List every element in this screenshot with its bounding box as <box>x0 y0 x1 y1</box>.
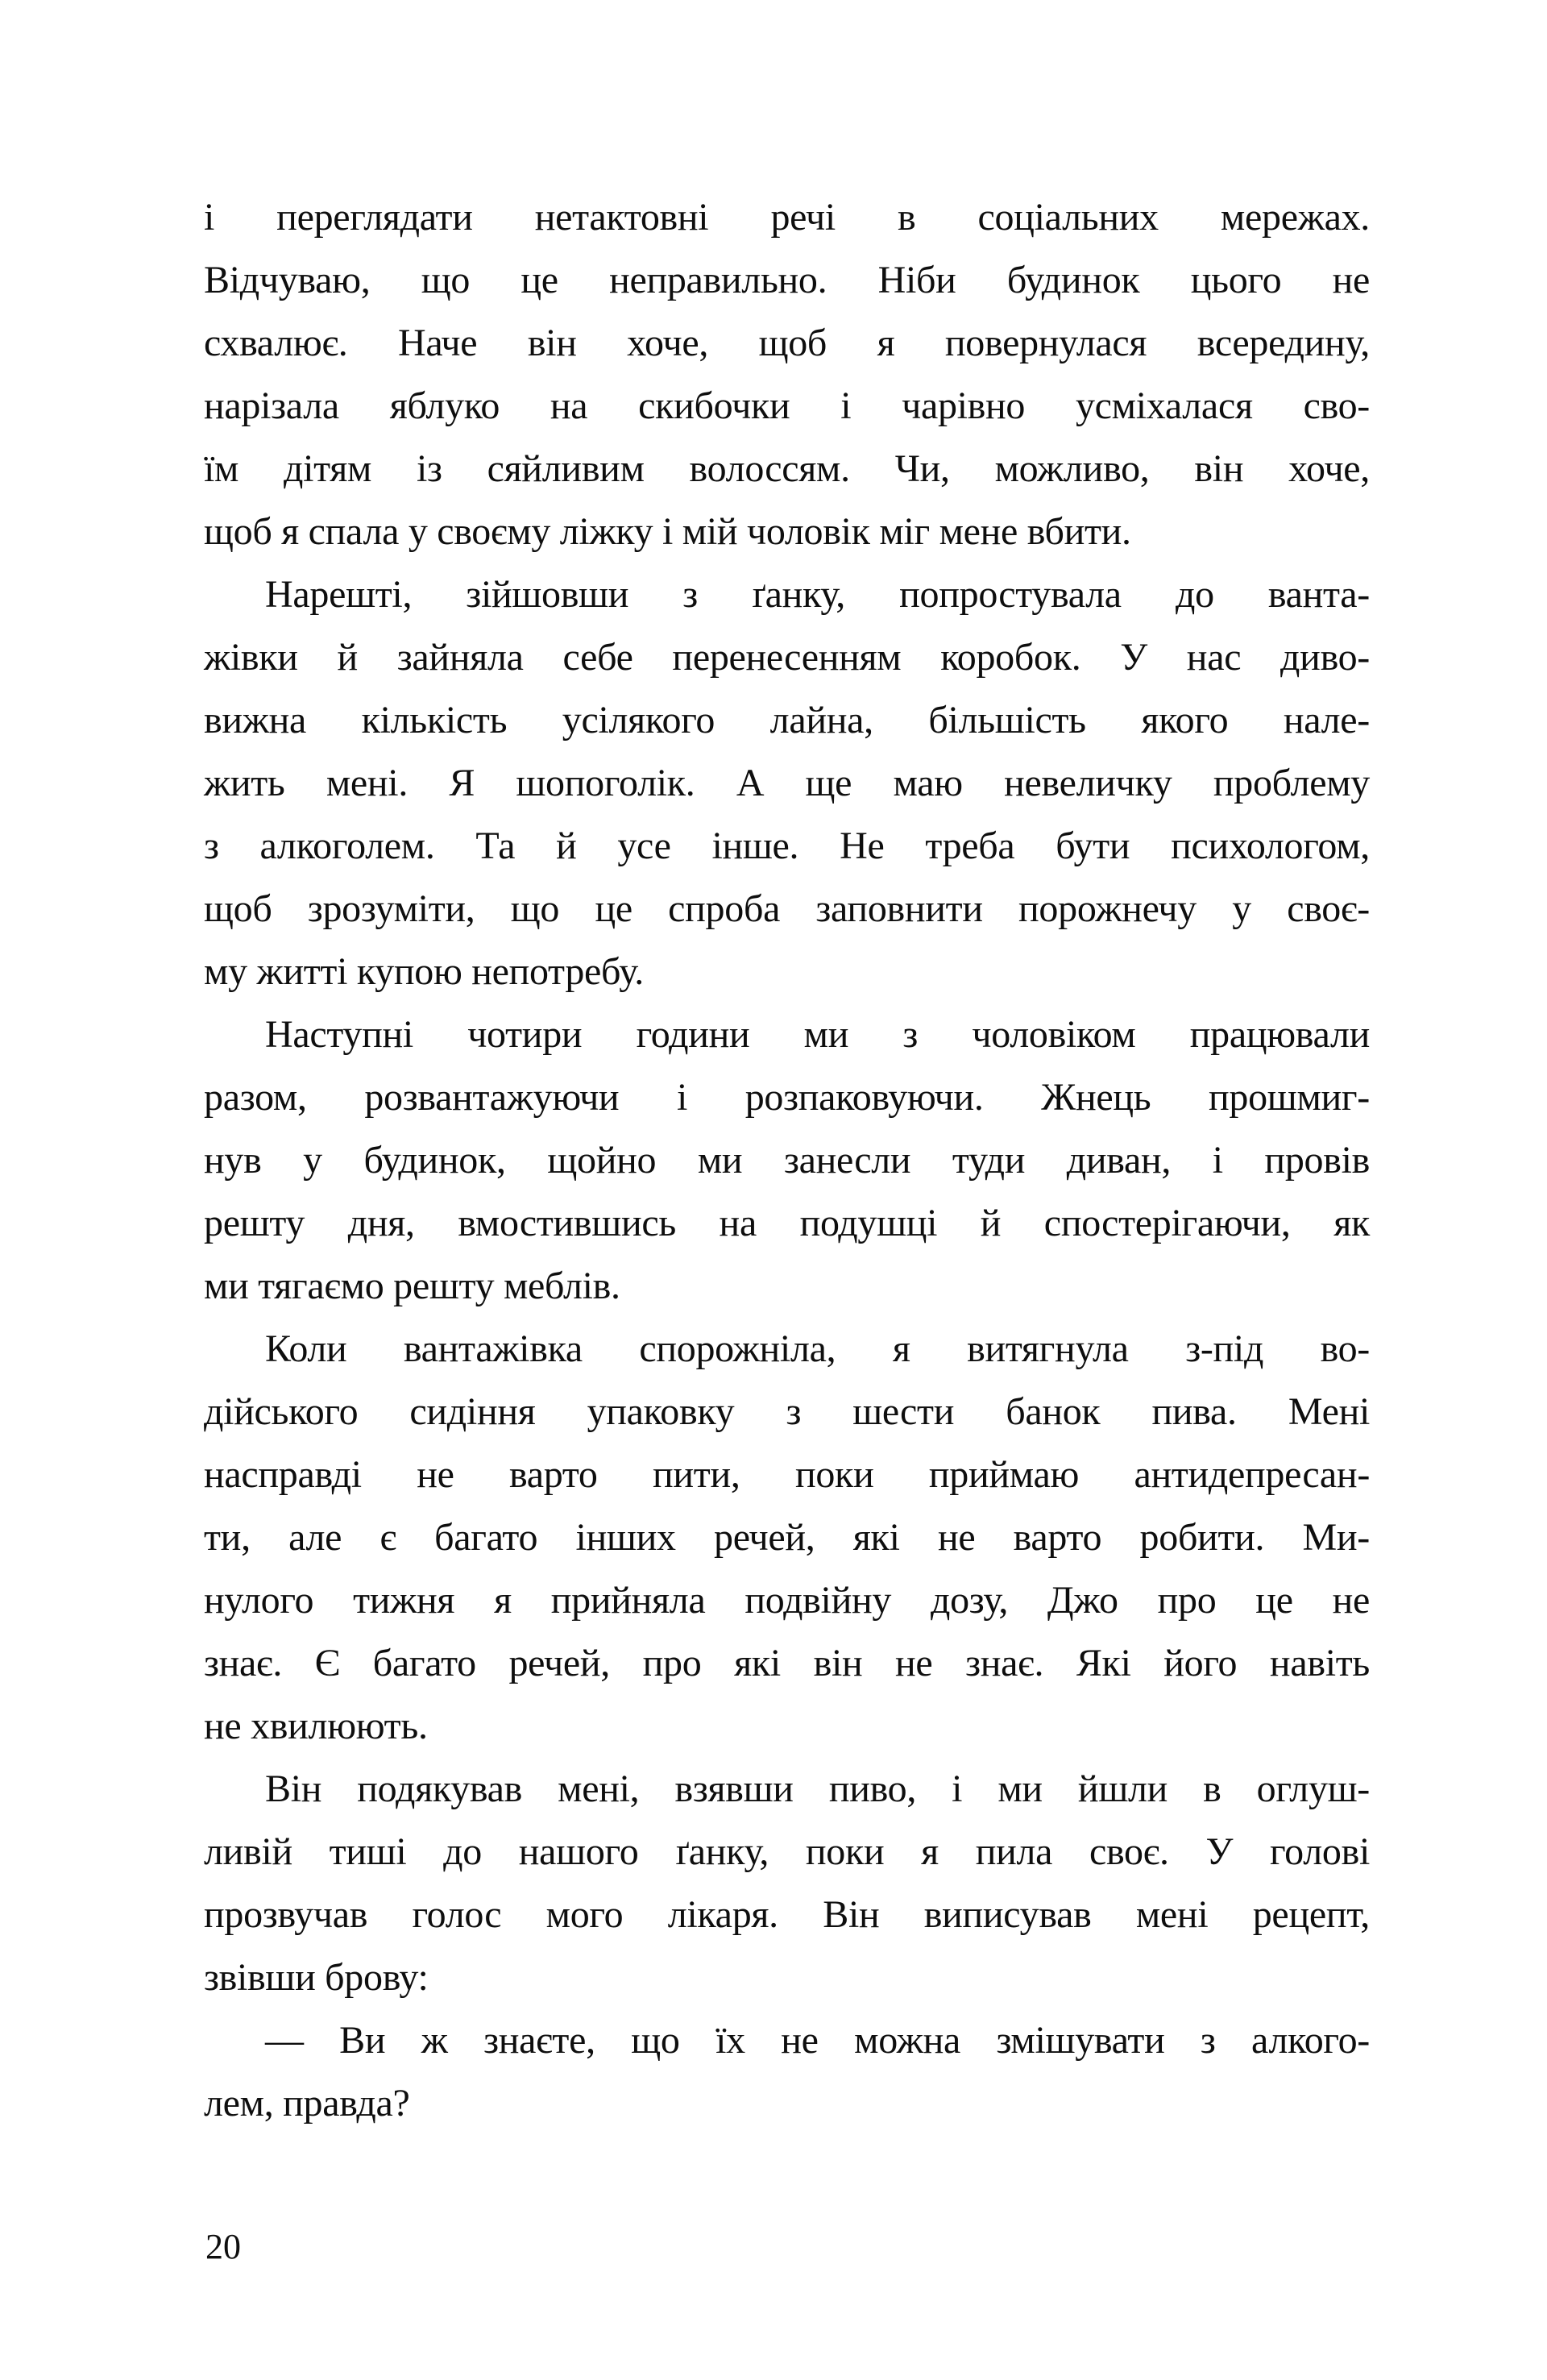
text-line: ливій тиші до нашого ґанку, поки я пила своє. У голові <box>204 1830 1370 1873</box>
text-line: нулого тижня я прийняла подвійну дозу, Джо про це не <box>204 1579 1370 1622</box>
text-line: жить мені. Я шопоголік. А ще маю невеличку проблему <box>204 762 1370 804</box>
page-number: 20 <box>205 2227 241 2266</box>
text-line: ми тягаємо решту меблів. <box>204 1265 620 1307</box>
text-line: лем, правда? <box>204 2082 410 2125</box>
text-line: звівши брову: <box>204 1956 429 1999</box>
text-line: нарізала яблуко на скибочки і чарівно усміхалася сво- <box>204 384 1370 427</box>
text-line: знає. Є багато речей, про які він не знає. Які його навіть <box>204 1642 1370 1684</box>
text-line: — Ви ж знаєте, що їх не можна змішувати з алкого- <box>265 2019 1370 2062</box>
text-line: решту дня, вмостившись на подушці й спостерігаючи, як <box>204 1202 1370 1244</box>
text-line: прозвучав голос мого лікаря. Він виписував мені рецепт, <box>204 1893 1370 1936</box>
text-line: схвалює. Наче він хоче, щоб я повернулася всередину, <box>204 322 1370 364</box>
text-line: щоб зрозуміти, що це спроба заповнити порожнечу у своє- <box>204 887 1370 930</box>
text-line: їм дітям із сяйливим волоссям. Чи, можливо, він хоче, <box>204 447 1370 490</box>
text-line: жівки й зайняла себе перенесенням коробок. У нас диво- <box>204 636 1370 679</box>
text-line: насправді не варто пити, поки приймаю антидепресан- <box>204 1453 1370 1496</box>
text-line: разом, розвантажуючи і розпаковуючи. Жнець прошмиг- <box>204 1076 1370 1119</box>
text-line: нув у будинок, щойно ми занесли туди диван, і провів <box>204 1139 1370 1182</box>
text-line: ти, але є багато інших речей, які не варто робити. Ми- <box>204 1516 1370 1559</box>
text-line: Відчуваю, що це неправильно. Ніби будинок цього не <box>204 259 1370 301</box>
text-line: Коли вантажівка спорожніла, я витягнула з-під во- <box>265 1327 1370 1370</box>
text-line: не хвилюють. <box>204 1705 428 1747</box>
text-line: і переглядати нетактовні речі в соціальних мережах. <box>204 196 1370 239</box>
text-line: вижна кількість усілякого лайна, більшість якого нале- <box>204 699 1370 741</box>
text-line: з алкоголем. Та й усе інше. Не треба бути психологом, <box>204 824 1370 867</box>
text-line: дійського сидіння упаковку з шести банок пива. Мені <box>204 1390 1370 1433</box>
text-line: щоб я спала у своєму ліжку і мій чоловік міг мене вбити. <box>204 510 1131 553</box>
text-line: Наступні чотири години ми з чоловіком працювали <box>265 1013 1370 1056</box>
text-line: му житті купою непотребу. <box>204 950 644 993</box>
text-line: Він подякував мені, взявши пиво, і ми йшли в оглуш- <box>265 1767 1370 1810</box>
body-text <box>204 186 1370 2135</box>
text-line: Нарешті, зійшовши з ґанку, попростувала до ванта- <box>265 573 1370 616</box>
